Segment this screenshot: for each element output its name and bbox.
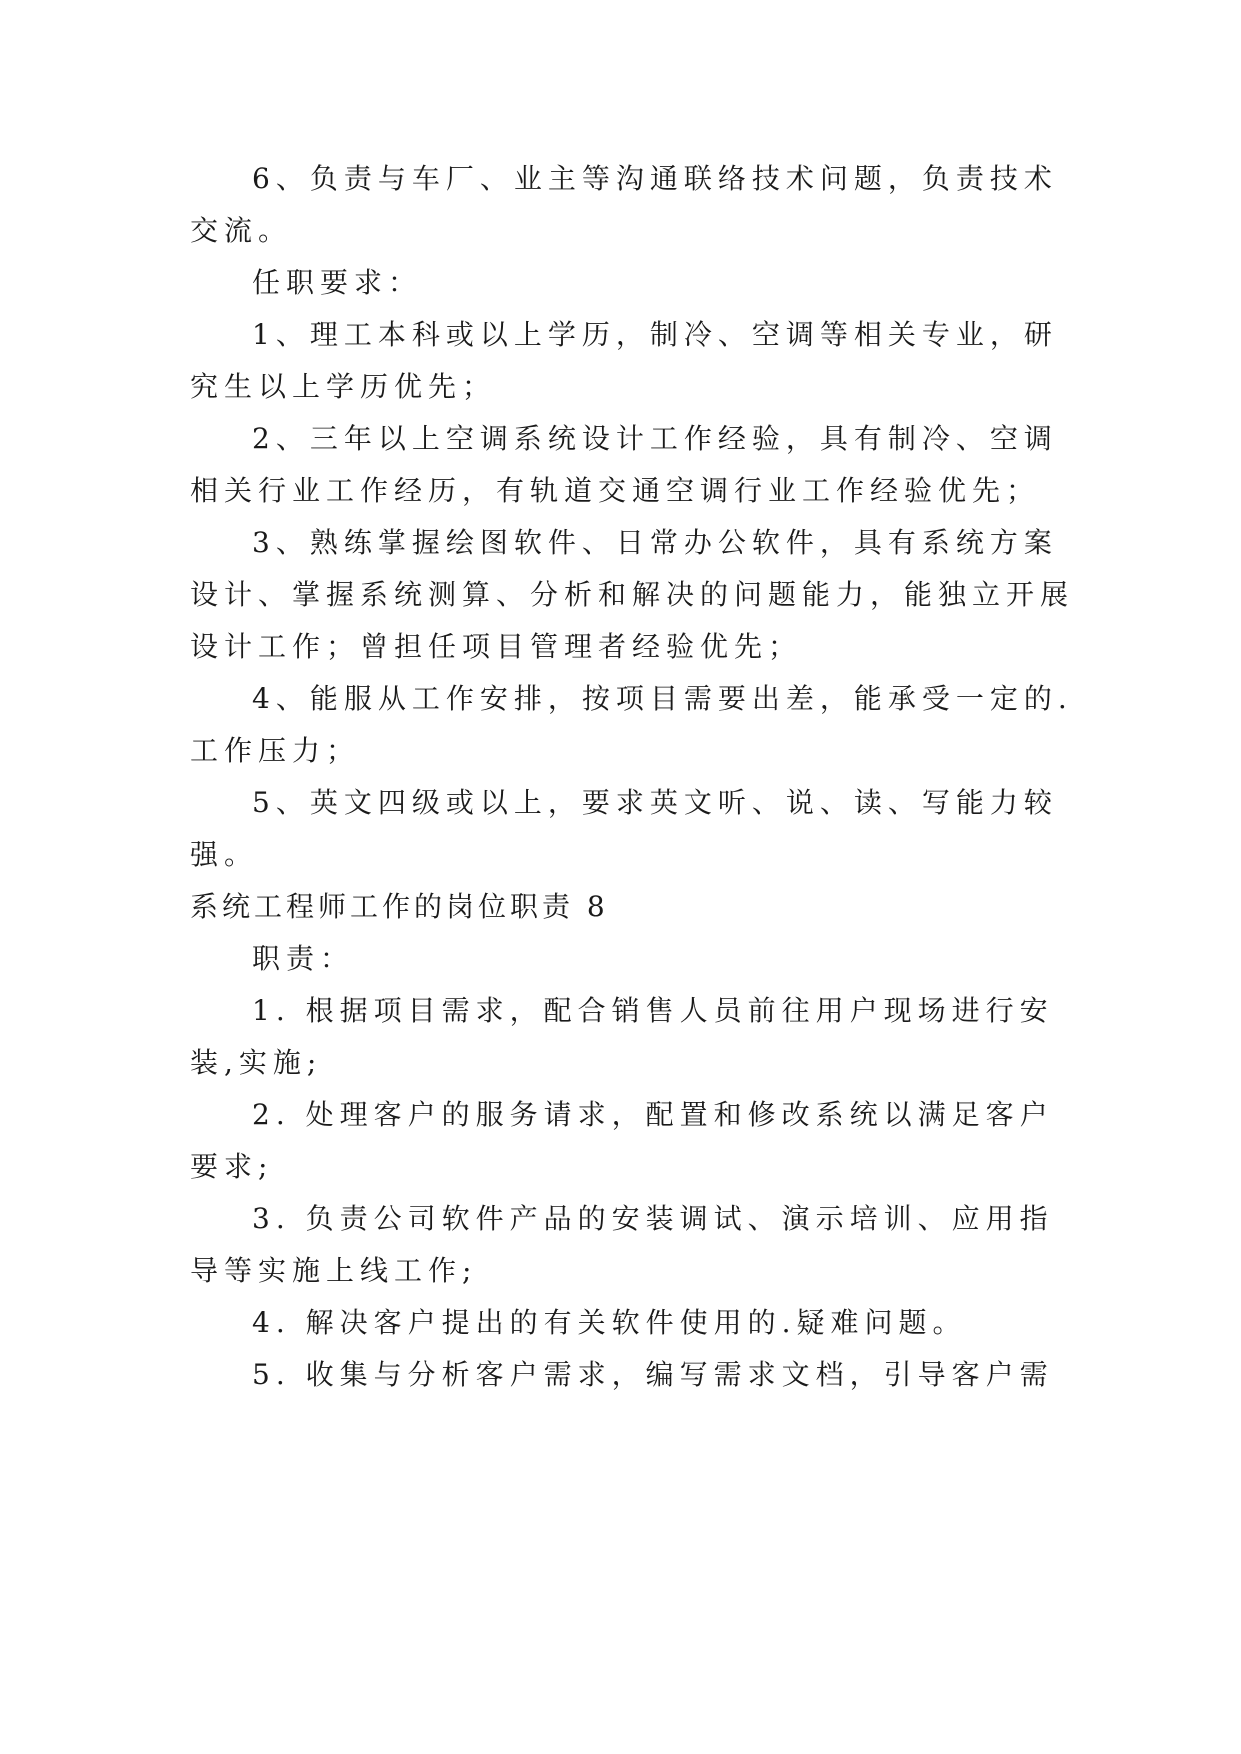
paragraph-line: 5. 收集与分析客户需求，编写需求文档，引导客户需 [252, 1358, 1054, 1391]
paragraph-line: 1. 根据项目需求，配合销售人员前往用户现场进行安 [252, 994, 1054, 1027]
paragraph-line: 1、理工本科或以上学历，制冷、空调等相关专业，研 [252, 318, 1058, 351]
paragraph-line: 6、负责与车厂、业主等沟通联络技术问题，负责技术 [252, 162, 1058, 195]
document-title: 系统工程师工作的岗位职责 8 [190, 890, 609, 923]
paragraph-line: 设计、掌握系统测算、分析和解决的问题能力，能独立开展 [190, 578, 1075, 611]
paragraph-line: 要求; [190, 1150, 274, 1183]
paragraph-line: 5、英文四级或以上，要求英文听、说、读、写能力较 [252, 786, 1058, 819]
paragraph-line: 4. 解决客户提出的有关软件使用的.疑难问题。 [252, 1306, 967, 1339]
paragraph-line: 强。 [190, 838, 259, 871]
paragraph-line: 相关行业工作经历，有轨道交通空调行业工作经验优先； [190, 474, 1041, 507]
paragraph-line: 究生以上学历优先； [190, 370, 497, 403]
paragraph-line: 设计工作；曾担任项目管理者经验优先； [190, 630, 803, 663]
section-heading: 职责： [252, 942, 355, 975]
paragraph-line: 3. 负责公司软件产品的安装调试、演示培训、应用指 [252, 1202, 1054, 1235]
section-heading: 任职要求： [252, 266, 423, 299]
paragraph-line: 4、能服从工作安排，按项目需要出差，能承受一定的. [252, 682, 1073, 715]
paragraph-line: 2、三年以上空调系统设计工作经验，具有制冷、空调 [252, 422, 1058, 455]
paragraph-line: 工作压力； [190, 734, 361, 767]
paragraph-line: 装,实施; [190, 1046, 323, 1079]
paragraph-line: 交流。 [190, 214, 293, 247]
paragraph-line: 2. 处理客户的服务请求，配置和修改系统以满足客户 [252, 1098, 1054, 1131]
paragraph-line: 导等实施上线工作; [190, 1254, 478, 1287]
paragraph-line: 3、熟练掌握绘图软件、日常办公软件，具有系统方案 [252, 526, 1058, 559]
